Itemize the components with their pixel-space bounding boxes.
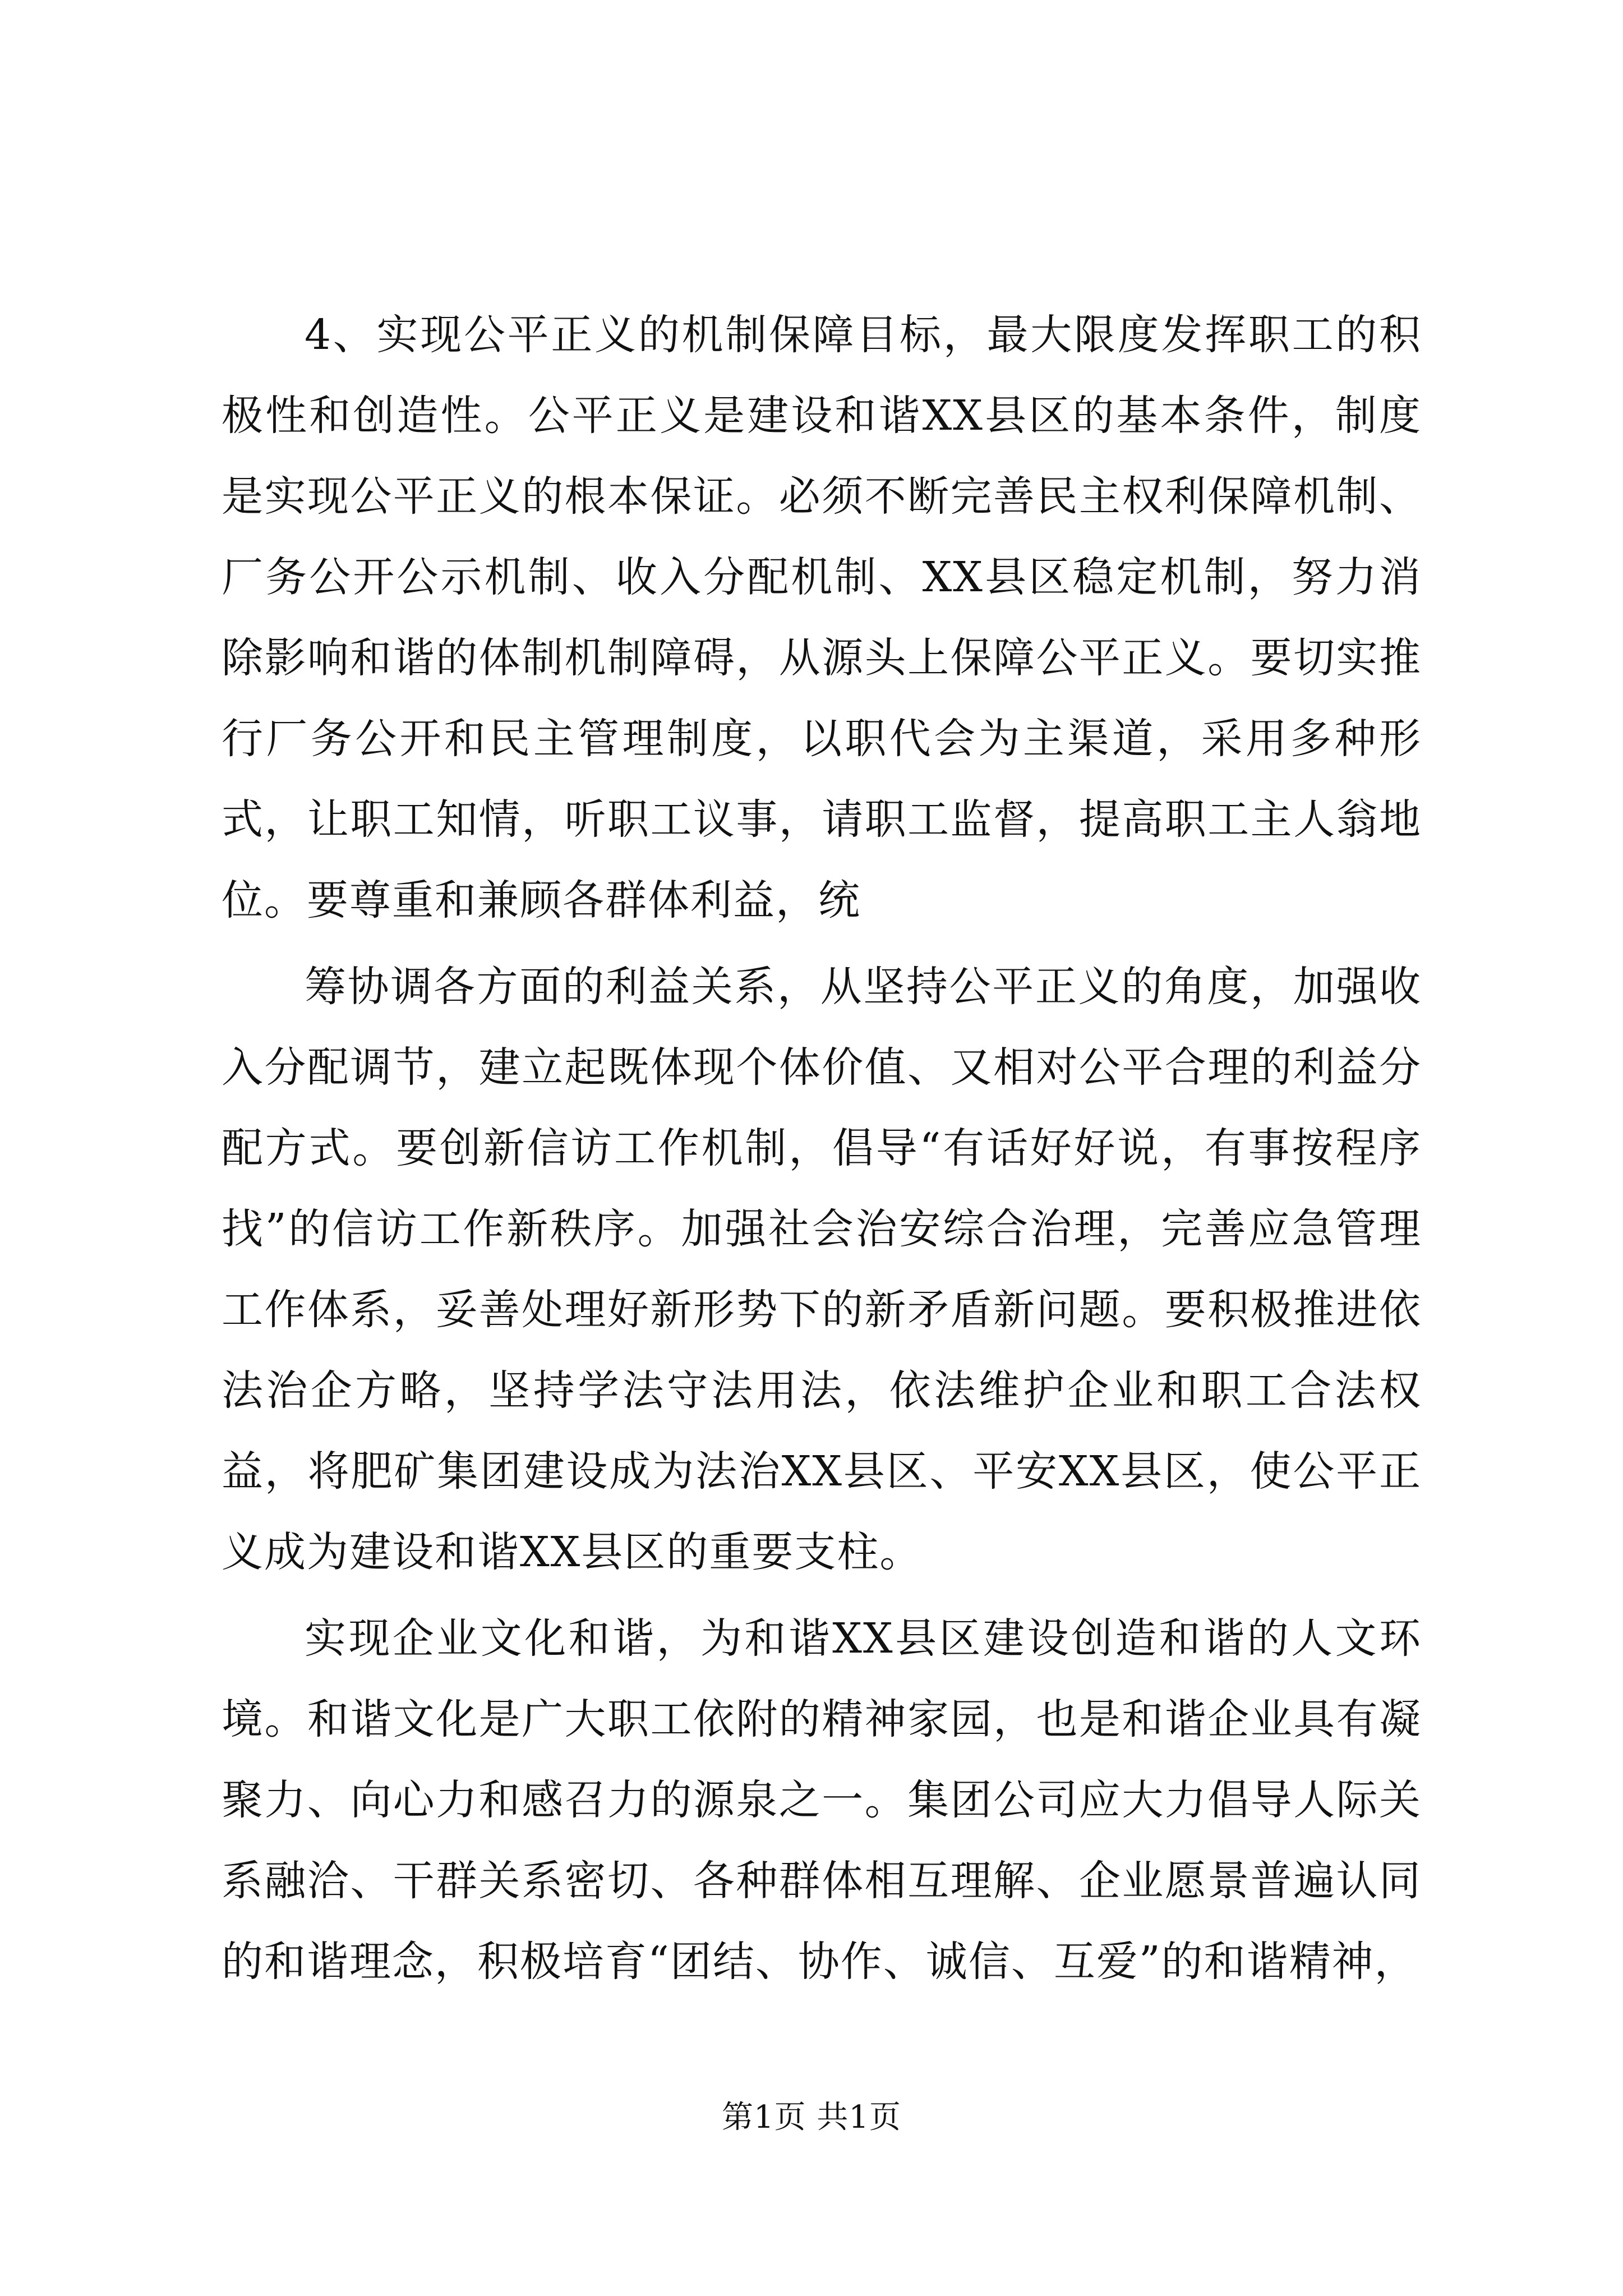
document-body <box>222 295 1422 2008</box>
paragraph-interest-coordination: 筹协调各方面的利益关系，从坚持公平正义的角度，加强收入分配调节，建立起既体现个体价值、又相对公平合理的利益分配方式。要创新信访工作机制，倡导“有话好好说，有事按程序找”的信访工作新秩序。加强社会治安综合治理，完善应急管理工作体系，妥善处理好新形势下的新矛盾新问题。要积极推进依法治企方略，坚持学法守法用法，依法维护企业和职工合法权益，将肥矿集团建设成为法治XX县区、平安XX县区，使公平正义成为建设和谐XX县区的重要支柱。 <box>222 963 1422 1576</box>
page-footer: 第1页 共1页 <box>721 2099 902 2136</box>
paragraph-mechanism-guarantee: 4、实现公平正义的机制保障目标，最大限度发挥职工的积极性和创造性。公平正义是建设和谐XX县区的基本条件，制度是实现公平正义的根本保证。必须不断完善民主权利保障机制、厂务公开公示机制、收入分配机制、XX县区稳定机制，努力消除影响和谐的体制机制障碍，从源头上保障公平正义。要切实推行厂务公开和民主管理制度，以职代会为主渠道，采用多种形式，让职工知情，听职工议事，请职工监督，提高职工主人翁地位。要尊重和兼顾各群体利益，统 <box>222 311 1422 924</box>
paragraph-corporate-culture: 实现企业文化和谐，为和谐XX县区建设创造和谐的人文环境。和谐文化是广大职工依附的精神家园，也是和谐企业具有凝聚力、向心力和感召力的源泉之一。集团公司应大力倡导人际关系融洽、干群关系密切、各种群体相互理解、企业愿景普遍认同的和谐理念，积极培育“团结、协作、诚信、互爱”的和谐精神， <box>222 1614 1422 1986</box>
